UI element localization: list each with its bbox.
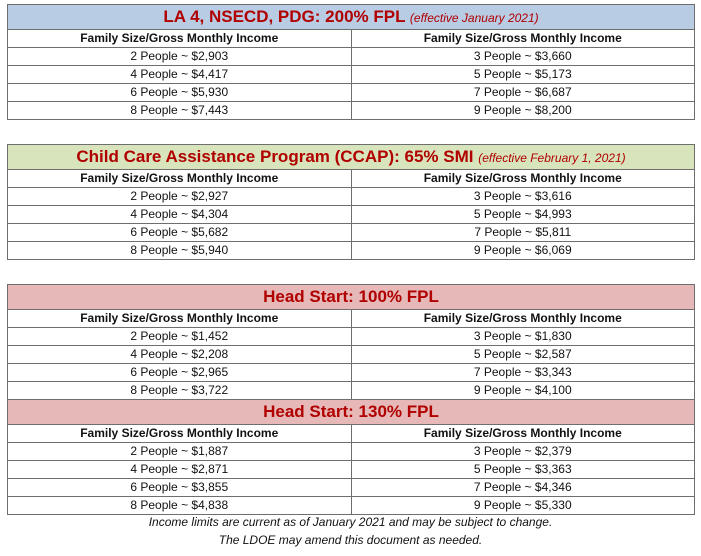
table-row — [8, 497, 694, 514]
head-start-130-header-row — [8, 425, 694, 443]
table-cell: 2 People ~ $1,887 — [8, 443, 352, 460]
table-cell: 4 People ~ $4,304 — [8, 206, 352, 223]
table-cell: 4 People ~ $2,208 — [8, 346, 352, 363]
table-cell: 6 People ~ $3,855 — [8, 479, 352, 496]
table-row — [8, 102, 694, 119]
table-cell: 9 People ~ $5,330 — [473, 498, 572, 512]
table-cell: 5 People ~ $5,173 — [473, 67, 572, 81]
ccap-title — [8, 145, 694, 170]
table-cell: 3 People ~ $2,379 — [473, 444, 572, 458]
column-header: Family Size/Gross Monthly Income — [8, 170, 352, 187]
table-cell: 6 People ~ $5,930 — [8, 84, 352, 101]
table-row — [8, 328, 694, 346]
column-header: Family Size/Gross Monthly Income — [8, 310, 352, 327]
la4-table — [7, 4, 695, 120]
table-cell: 2 People ~ $2,903 — [8, 48, 352, 65]
table-row — [8, 382, 694, 400]
table-row — [8, 224, 694, 242]
la4-title — [8, 5, 694, 30]
column-header: Family Size/Gross Monthly Income — [8, 425, 352, 442]
table-row — [8, 443, 694, 461]
table-cell: 3 People ~ $3,660 — [473, 49, 572, 63]
table-cell: 2 People ~ $1,452 — [8, 328, 352, 345]
table-cell: 9 People ~ $4,100 — [473, 383, 572, 397]
table-row — [8, 242, 694, 259]
table-row — [8, 188, 694, 206]
table-cell: 5 People ~ $2,587 — [473, 347, 572, 361]
table-row — [8, 206, 694, 224]
la4-title-text: LA 4, NSECD, PDG: 200% FPL — [163, 7, 406, 26]
head-start-130-title — [8, 400, 694, 425]
column-header: Family Size/Gross Monthly Income — [423, 31, 622, 45]
la4-header-row — [8, 30, 694, 48]
table-row — [8, 346, 694, 364]
table-cell: 4 People ~ $4,417 — [8, 66, 352, 83]
table-cell: 9 People ~ $6,069 — [473, 243, 572, 257]
table-row — [8, 461, 694, 479]
ccap-effective-note: (effective February 1, 2021) — [478, 151, 626, 165]
table-cell: 9 People ~ $8,200 — [473, 103, 572, 117]
table-cell: 8 People ~ $4,838 — [8, 497, 352, 514]
head-start-130-title-text: Head Start: 130% FPL — [263, 402, 439, 421]
table-cell: 6 People ~ $2,965 — [8, 364, 352, 381]
head-start-table — [7, 284, 695, 515]
table-cell: 5 People ~ $3,363 — [473, 462, 572, 476]
column-header: Family Size/Gross Monthly Income — [423, 311, 622, 325]
column-header: Family Size/Gross Monthly Income — [423, 426, 622, 440]
table-cell: 7 People ~ $5,811 — [474, 225, 572, 239]
footer-note-1: Income limits are current as of January 2021 and may be subject to change. — [148, 515, 553, 529]
table-cell: 7 People ~ $3,343 — [473, 365, 572, 379]
footer-note-2: The LDOE may amend this document as needed. — [218, 533, 483, 547]
head-start-100-title — [8, 285, 694, 310]
ccap-header-row — [8, 170, 694, 188]
ccap-table — [7, 144, 695, 260]
table-cell: 4 People ~ $2,871 — [8, 461, 352, 478]
table-row — [8, 364, 694, 382]
table-row — [8, 479, 694, 497]
table-row — [8, 84, 694, 102]
table-cell: 8 People ~ $7,443 — [8, 102, 352, 119]
table-cell: 5 People ~ $4,993 — [473, 207, 572, 221]
table-cell: 8 People ~ $5,940 — [8, 242, 352, 259]
table-cell: 2 People ~ $2,927 — [8, 188, 352, 205]
column-header: Family Size/Gross Monthly Income — [423, 171, 622, 185]
table-row — [8, 48, 694, 66]
table-cell: 3 People ~ $3,616 — [473, 189, 572, 203]
la4-effective-note: (effective January 2021) — [409, 11, 539, 25]
head-start-100-title-text: Head Start: 100% FPL — [263, 287, 439, 306]
table-cell: 7 People ~ $6,687 — [473, 85, 572, 99]
table-cell: 6 People ~ $5,682 — [8, 224, 352, 241]
ccap-title-text: Child Care Assistance Program (CCAP): 65% SMI — [76, 147, 474, 166]
table-cell: 7 People ~ $4,346 — [473, 480, 572, 494]
table-cell: 3 People ~ $1,830 — [473, 329, 572, 343]
table-row — [8, 66, 694, 84]
head-start-100-header-row — [8, 310, 694, 328]
column-header: Family Size/Gross Monthly Income — [8, 30, 352, 47]
table-cell: 8 People ~ $3,722 — [8, 382, 352, 399]
